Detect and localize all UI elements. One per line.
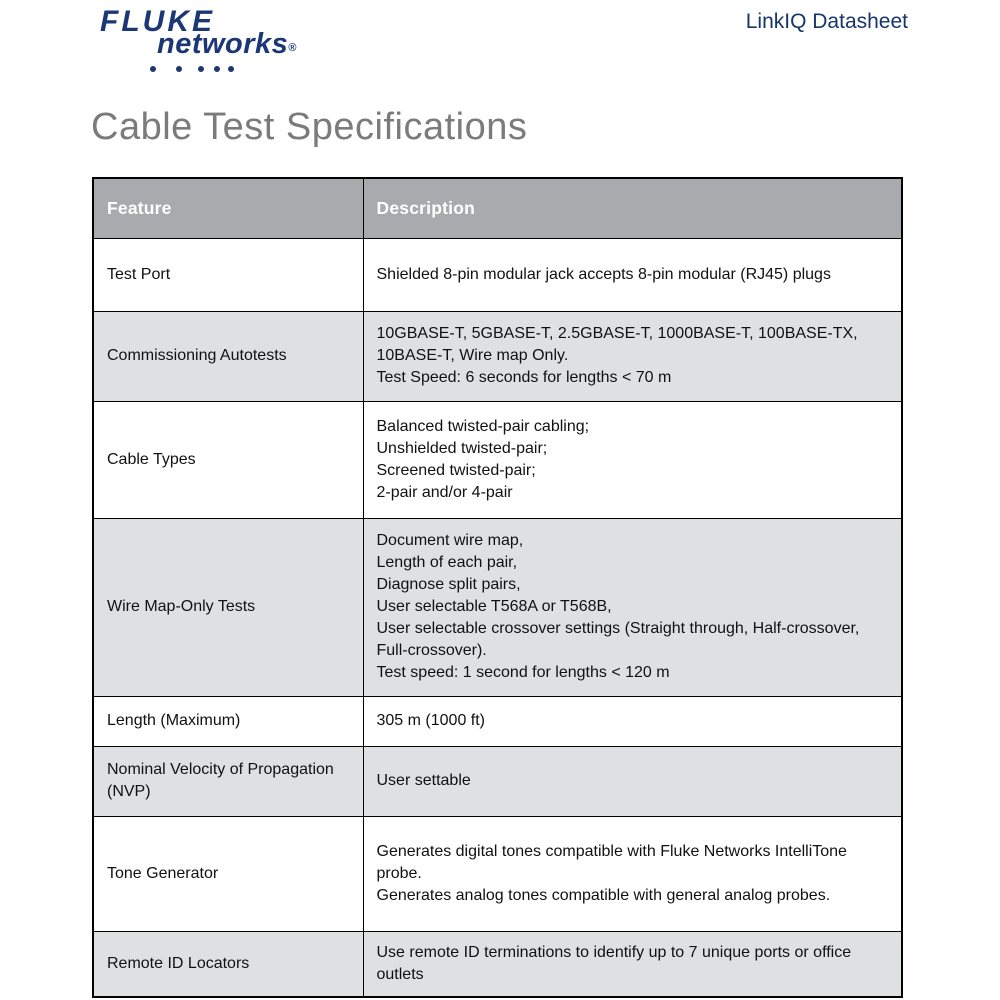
datasheet-title: LinkIQ Datasheet xyxy=(745,10,908,33)
logo-dot xyxy=(228,66,234,72)
description-cell: Generates digital tones compatible with Fluke Networks IntelliTone probe. Generates analog tones compatible with general analog probes. xyxy=(363,816,902,931)
logo-dot xyxy=(214,66,220,72)
table-row xyxy=(93,518,902,696)
table-row xyxy=(93,238,902,311)
logo-dot xyxy=(198,66,204,72)
description-cell: Shielded 8-pin modular jack accepts 8-pin modular (RJ45) plugs xyxy=(363,238,902,311)
description-cell: User settable xyxy=(363,746,902,816)
feature-cell: Wire Map-Only Tests xyxy=(93,518,363,696)
logo-dots xyxy=(150,65,400,73)
feature-cell: Test Port xyxy=(93,238,363,311)
logo-fluke-text: FLUKE xyxy=(100,5,215,38)
registered-trademark-icon: ® xyxy=(288,42,297,54)
feature-cell: Length (Maximum) xyxy=(93,696,363,746)
fluke-networks-logo xyxy=(100,5,400,73)
feature-cell: Nominal Velocity of Propagation (NVP) xyxy=(93,746,363,816)
description-cell: Use remote ID terminations to identify up to 7 unique ports or office outlets xyxy=(363,931,902,997)
page-title: Cable Test Specifications xyxy=(91,106,528,148)
description-cell: Balanced twisted-pair cabling; Unshielded twisted-pair; Screened twisted-pair; 2-pair and/or 4-pair xyxy=(363,401,902,518)
feature-cell: Tone Generator xyxy=(93,816,363,931)
table-row xyxy=(93,816,902,931)
description-cell: 10GBASE-T, 5GBASE-T, 2.5GBASE-T, 1000BASE-T, 100BASE-TX, 10BASE-T, Wire map Only. Test Speed: 6 seconds for lengths < 70 m xyxy=(363,311,902,401)
table-row xyxy=(93,931,902,997)
table-header-row xyxy=(93,178,902,238)
logo-dot xyxy=(176,66,182,72)
logo-dot xyxy=(150,66,156,72)
table-row xyxy=(93,401,902,518)
logo-networks-text: networks® xyxy=(157,28,297,60)
feature-cell: Remote ID Locators xyxy=(93,931,363,997)
table-row xyxy=(93,696,902,746)
description-cell: Document wire map, Length of each pair, Diagnose split pairs, User selectable T568A or T568B, User selectable crossover settings (Straight through, Half-crossover, Full-crossover). Test speed: 1 second for lengths < 120 m xyxy=(363,518,902,696)
table-row xyxy=(93,311,902,401)
feature-cell: Commissioning Autotests xyxy=(93,311,363,401)
column-header-feature: Feature xyxy=(93,178,363,238)
description-cell: 305 m (1000 ft) xyxy=(363,696,902,746)
column-header-description: Description xyxy=(363,178,902,238)
cable-test-specifications-table xyxy=(92,177,903,998)
table-row xyxy=(93,746,902,816)
feature-cell: Cable Types xyxy=(93,401,363,518)
